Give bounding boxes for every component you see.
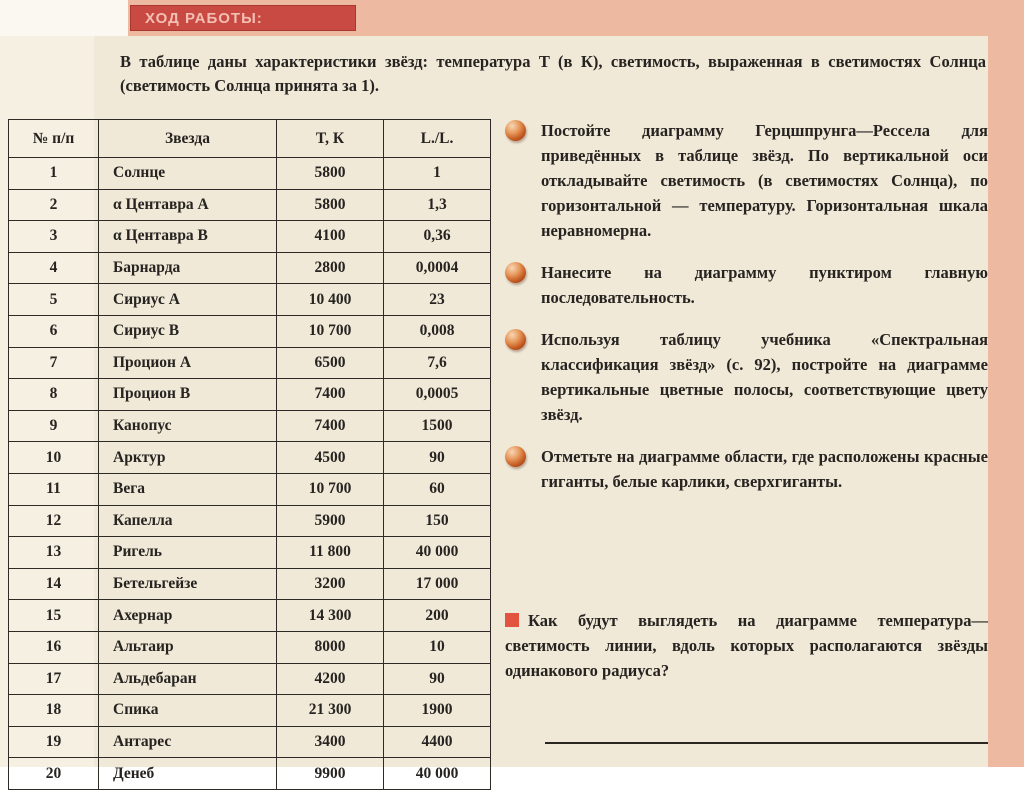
temperature-value: 10 400 [277,284,384,316]
sphere-bullet-icon [505,329,526,350]
task-text: Постойте диаграмму Герцшпрунга—Рессела для приведённых в таблице звёзд. По вертикальной оси откладывайте светимость (в светимостях Солнца), по горизонтальной — температуру. Горизонтальная шкала неравномерна. [541,121,988,240]
star-name: α Центавра B [99,221,277,253]
row-number: 2 [9,189,99,221]
temperature-value: 3400 [277,726,384,758]
luminosity-value: 23 [384,284,491,316]
row-number: 7 [9,347,99,379]
star-name: Спика [99,695,277,727]
star-name: Капелла [99,505,277,537]
row-number: 10 [9,442,99,474]
task-item [505,444,988,494]
luminosity-value: 10 [384,631,491,663]
luminosity-value: 90 [384,442,491,474]
row-number: 5 [9,284,99,316]
table-row [9,284,491,316]
luminosity-value: 0,36 [384,221,491,253]
task-item [505,327,988,427]
table-row [9,379,491,411]
star-name: Солнце [99,158,277,190]
star-name: Ахернар [99,600,277,632]
temperature-value: 21 300 [277,695,384,727]
column-header: T, К [277,120,384,158]
task-item [505,260,988,310]
luminosity-value: 1 [384,158,491,190]
luminosity-value: 0,0004 [384,252,491,284]
luminosity-value: 1,3 [384,189,491,221]
top-left-margin [0,0,128,36]
divider-line [545,742,988,744]
temperature-value: 4500 [277,442,384,474]
column-header: L./L. [384,120,491,158]
row-number: 3 [9,221,99,253]
temperature-value: 7400 [277,379,384,411]
row-number: 1 [9,158,99,190]
temperature-value: 3200 [277,568,384,600]
table-row [9,726,491,758]
section-banner-label: ХОД РАБОТЫ: [145,9,263,27]
task-text: Нанесите на диаграмму пунктиром главную последовательность. [541,263,988,307]
star-name: Процион A [99,347,277,379]
table-row [9,473,491,505]
table-row [9,252,491,284]
temperature-value: 9900 [277,758,384,790]
task-text: Отметьте на диаграмме области, где расположены красные гиганты, белые карлики, сверхгиганты. [541,447,988,491]
luminosity-value: 0,0005 [384,379,491,411]
star-name: Бетельгейзе [99,568,277,600]
star-name: Сириус B [99,315,277,347]
temperature-value: 7400 [277,410,384,442]
luminosity-value: 90 [384,663,491,695]
star-name: Ригель [99,537,277,569]
row-number: 19 [9,726,99,758]
column-header: Звезда [99,120,277,158]
luminosity-value: 40 000 [384,758,491,790]
temperature-value: 10 700 [277,315,384,347]
temperature-value: 4100 [277,221,384,253]
star-table-body [9,158,491,790]
star-name: Денеб [99,758,277,790]
luminosity-value: 7,6 [384,347,491,379]
star-name: α Центавра A [99,189,277,221]
luminosity-value: 60 [384,473,491,505]
sphere-bullet-icon [505,120,526,141]
row-number: 11 [9,473,99,505]
task-item [505,118,988,243]
table-header-row [9,120,491,158]
temperature-value: 5800 [277,158,384,190]
row-number: 15 [9,600,99,632]
luminosity-value: 0,008 [384,315,491,347]
square-bullet-icon [505,613,519,627]
table-row [9,158,491,190]
luminosity-value: 17 000 [384,568,491,600]
table-row [9,663,491,695]
star-name: Вега [99,473,277,505]
table-row [9,537,491,569]
row-number: 12 [9,505,99,537]
temperature-value: 2800 [277,252,384,284]
table-row [9,221,491,253]
temperature-value: 5900 [277,505,384,537]
task-list [505,118,988,511]
row-number: 17 [9,663,99,695]
column-header: № п/п [9,120,99,158]
star-name: Антарес [99,726,277,758]
sphere-bullet-icon [505,446,526,467]
temperature-value: 8000 [277,631,384,663]
luminosity-value: 1900 [384,695,491,727]
table-row [9,695,491,727]
luminosity-value: 150 [384,505,491,537]
temperature-value: 14 300 [277,600,384,632]
row-number: 13 [9,537,99,569]
table-row [9,315,491,347]
question-text: Как будут выглядеть на диаграмме температура—светимость линии, вдоль которых располагаются звёзды одинакового радиуса? [505,611,988,680]
row-number: 20 [9,758,99,790]
row-number: 6 [9,315,99,347]
luminosity-value: 40 000 [384,537,491,569]
star-name: Арктур [99,442,277,474]
row-number: 18 [9,695,99,727]
table-row [9,505,491,537]
luminosity-value: 1500 [384,410,491,442]
star-name: Альтаир [99,631,277,663]
task-text: Используя таблицу учебника «Спектральная классификация звёзд» (с. 92), постройте на диаграмме вертикальные цветные полосы, соответствующие цвету звёзд. [541,330,988,424]
table-row [9,568,491,600]
table-row [9,631,491,663]
intro-paragraph: В таблице даны характеристики звёзд: температура T (в К), светимость, выраженная в светимостях Солнца (светимость Солнца принята за 1). [120,52,986,95]
temperature-value: 4200 [277,663,384,695]
table-row [9,442,491,474]
temperature-value: 5800 [277,189,384,221]
star-name: Процион B [99,379,277,411]
temperature-value: 10 700 [277,473,384,505]
row-number: 9 [9,410,99,442]
luminosity-value: 200 [384,600,491,632]
star-name: Сириус A [99,284,277,316]
sphere-bullet-icon [505,262,526,283]
table-row [9,758,491,790]
table-row [9,410,491,442]
luminosity-value: 4400 [384,726,491,758]
table-row [9,347,491,379]
question-block [505,608,988,683]
star-name: Барнарда [99,252,277,284]
row-number: 4 [9,252,99,284]
temperature-value: 6500 [277,347,384,379]
section-banner [130,5,356,31]
row-number: 16 [9,631,99,663]
star-name: Альдебаран [99,663,277,695]
row-number: 14 [9,568,99,600]
star-name: Канопус [99,410,277,442]
table-row [9,600,491,632]
row-number: 8 [9,379,99,411]
temperature-value: 11 800 [277,537,384,569]
table-row [9,189,491,221]
star-table [8,119,491,790]
